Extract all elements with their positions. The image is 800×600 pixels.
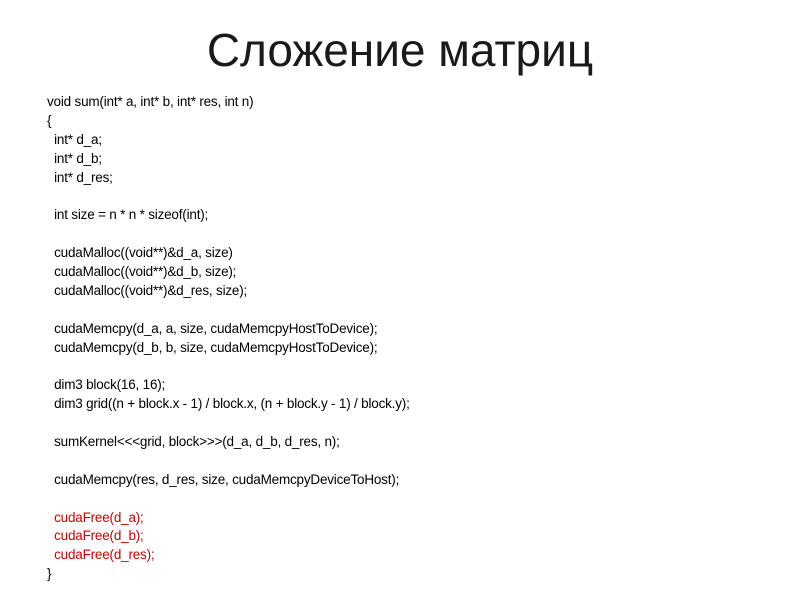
slide-title: Сложение матриц — [206, 24, 594, 76]
code-line: int* d_res; — [47, 169, 113, 185]
code-line: int size = n * n * sizeof(int); — [47, 207, 209, 223]
code-line-highlighted: cudaFree(d_a); — [47, 509, 144, 525]
code-line — [47, 301, 410, 320]
code-line — [47, 414, 410, 433]
code-line: dim3 block(16, 16); — [47, 377, 166, 393]
code-line-highlighted: cudaFree(d_res); — [47, 547, 155, 563]
code-line: sumKernel<<<grid, block>>>(d_a, d_b, d_res, n); — [47, 434, 340, 450]
code-line: { — [47, 112, 52, 128]
code-line: } — [47, 566, 52, 582]
code-block — [47, 93, 410, 584]
code-line: cudaMalloc((void**)&d_res, size); — [47, 282, 248, 298]
code-line: void sum(int* a, int* b, int* res, int n) — [47, 94, 254, 109]
code-line — [47, 357, 410, 376]
code-line — [47, 452, 410, 471]
code-line — [47, 225, 410, 244]
code-line-highlighted: cudaFree(d_b); — [47, 528, 144, 544]
code-line: cudaMalloc((void**)&d_a, size) — [47, 245, 233, 261]
code-line: cudaMemcpy(d_a, a, size, cudaMemcpyHostToDevice); — [47, 320, 378, 336]
code-line — [47, 187, 410, 206]
code-line: int* d_b; — [47, 150, 102, 166]
code-line: cudaMemcpy(res, d_res, size, cudaMemcpyDeviceToHost); — [47, 471, 400, 487]
code-line: cudaMalloc((void**)&d_b, size); — [47, 264, 237, 280]
code-line: cudaMemcpy(d_b, b, size, cudaMemcpyHostToDevice); — [47, 339, 378, 355]
code-line: int* d_a; — [47, 131, 102, 147]
code-line — [47, 490, 410, 509]
code-line: dim3 grid((n + block.x - 1) / block.x, (n + block.y - 1) / block.y); — [47, 396, 410, 412]
